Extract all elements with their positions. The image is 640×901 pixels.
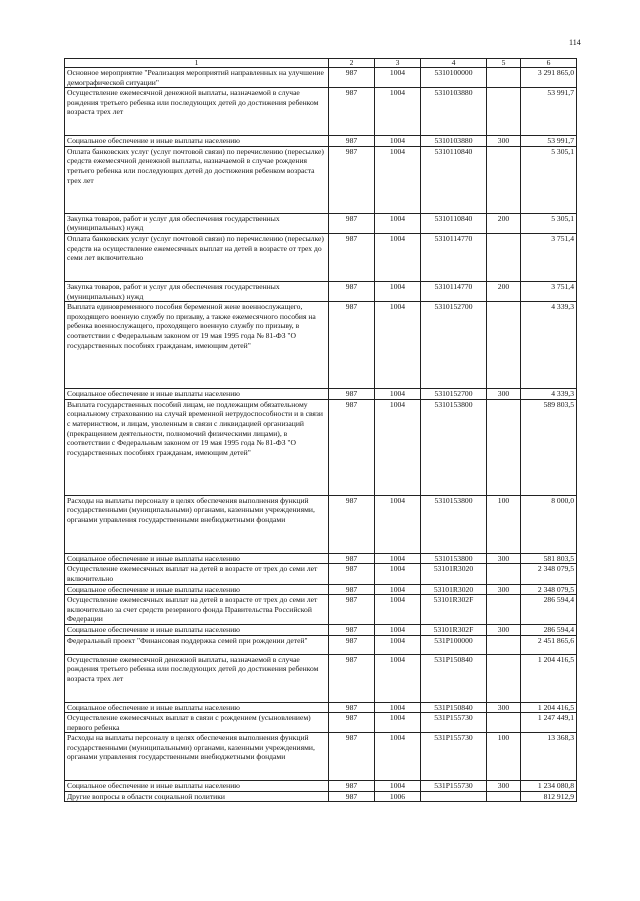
cell-sum: 2 348 079,5 bbox=[521, 584, 577, 595]
cell-grbs: 987 bbox=[329, 564, 375, 584]
cell-name: Выплата государственных пособий лицам, не подлежащим обязательному социальному страхованию на случай временной нетрудоспособности и в связи с материнством, и лицам, уволенным в связи с ликвидацией организаций (прекращением деятельности, полномочий физическими лицами), в соответствии с Федеральным законом от 19 мая 1995 года № 81-ФЗ "О государственных пособиях гражданам, имеющим детей" bbox=[65, 399, 329, 495]
cell-vr: 100 bbox=[487, 733, 521, 781]
cell-csr: 5310152700 bbox=[421, 302, 487, 389]
cell-grbs: 987 bbox=[329, 635, 375, 654]
cell-sum: 13 368,3 bbox=[521, 733, 577, 781]
cell-name: Выплата единовременного пособия беременной жене военнослужащего, проходящего военную службу по призыву, а также ежемесячного пособия на ребенка военнослужащего, проходящего военную службу по призыву, в соответствии с Федеральным законом от 19 мая 1995 года № 81-ФЗ "О государственных пособиях гражданам, имеющим детей" bbox=[65, 302, 329, 389]
cell-vr bbox=[487, 302, 521, 389]
cell-sum: 8 000,0 bbox=[521, 495, 577, 553]
cell-sum: 286 594,4 bbox=[521, 595, 577, 625]
cell-rz: 1004 bbox=[375, 702, 421, 713]
cell-grbs: 987 bbox=[329, 781, 375, 792]
cell-sum: 1 204 416,5 bbox=[521, 654, 577, 702]
cell-sum: 1 204 416,5 bbox=[521, 702, 577, 713]
cell-grbs: 987 bbox=[329, 281, 375, 301]
cell-sum: 1 247 449,1 bbox=[521, 713, 577, 733]
cell-rz: 1004 bbox=[375, 389, 421, 400]
cell-name: Федеральный проект "Финансовая поддержка семей при рождении детей" bbox=[65, 635, 329, 654]
cell-grbs: 987 bbox=[329, 553, 375, 564]
cell-rz: 1004 bbox=[375, 68, 421, 88]
cell-vr bbox=[487, 88, 521, 136]
cell-name: Социальное обеспечение и иные выплаты населению bbox=[65, 553, 329, 564]
cell-rz: 1004 bbox=[375, 713, 421, 733]
cell-grbs: 987 bbox=[329, 146, 375, 213]
cell-sum: 3 291 865,0 bbox=[521, 68, 577, 88]
table-row bbox=[65, 281, 577, 301]
cell-vr: 300 bbox=[487, 624, 521, 635]
cell-vr bbox=[487, 399, 521, 495]
cell-name: Осуществление ежемесячной денежной выплаты, назначаемой в случае рождения третьего ребенка или последующих детей до достижения ребенком возраста трех лет bbox=[65, 88, 329, 136]
cell-csr: 531P100000 bbox=[421, 635, 487, 654]
cell-vr: 300 bbox=[487, 781, 521, 792]
cell-csr: 5310152700 bbox=[421, 389, 487, 400]
table-row bbox=[65, 635, 577, 654]
table-row bbox=[65, 495, 577, 553]
cell-grbs: 987 bbox=[329, 68, 375, 88]
cell-rz: 1004 bbox=[375, 595, 421, 625]
cell-rz: 1004 bbox=[375, 88, 421, 136]
table-row bbox=[65, 213, 577, 233]
column-header: 4 bbox=[421, 59, 487, 68]
cell-rz: 1004 bbox=[375, 213, 421, 233]
cell-grbs: 987 bbox=[329, 713, 375, 733]
table-row bbox=[65, 389, 577, 400]
cell-rz: 1004 bbox=[375, 136, 421, 147]
cell-rz: 1004 bbox=[375, 302, 421, 389]
cell-sum: 589 803,5 bbox=[521, 399, 577, 495]
cell-vr bbox=[487, 68, 521, 88]
cell-csr: 5310110840 bbox=[421, 146, 487, 213]
cell-name: Оплата банковских услуг (услуг почтовой связи) по перечислению (пересылке) средств на осуществление ежемесячных выплат на детей в возрасте от трех до семи лет включительно bbox=[65, 233, 329, 281]
cell-csr: 531P150840 bbox=[421, 702, 487, 713]
cell-sum: 1 234 080,8 bbox=[521, 781, 577, 792]
budget-table bbox=[64, 58, 577, 802]
cell-csr: 53101R302F bbox=[421, 595, 487, 625]
table-row bbox=[65, 136, 577, 147]
cell-vr bbox=[487, 635, 521, 654]
cell-sum: 4 339,3 bbox=[521, 302, 577, 389]
table-row bbox=[65, 553, 577, 564]
cell-grbs: 987 bbox=[329, 624, 375, 635]
cell-sum: 2 451 865,6 bbox=[521, 635, 577, 654]
table-row bbox=[65, 302, 577, 389]
cell-csr bbox=[421, 791, 487, 802]
cell-rz: 1004 bbox=[375, 399, 421, 495]
cell-name: Социальное обеспечение и иные выплаты населению bbox=[65, 136, 329, 147]
cell-rz: 1004 bbox=[375, 495, 421, 553]
cell-grbs: 987 bbox=[329, 595, 375, 625]
cell-vr bbox=[487, 791, 521, 802]
cell-name: Расходы на выплаты персоналу в целях обеспечения выполнения функций государственными (муниципальными) органами, казенными учреждениями, органами управления государственными внебюджетными фондами bbox=[65, 733, 329, 781]
table-row bbox=[65, 564, 577, 584]
cell-name: Социальное обеспечение и иные выплаты населению bbox=[65, 624, 329, 635]
table-row bbox=[65, 399, 577, 495]
cell-rz: 1004 bbox=[375, 781, 421, 792]
cell-vr bbox=[487, 146, 521, 213]
cell-rz: 1004 bbox=[375, 733, 421, 781]
table-row bbox=[65, 233, 577, 281]
cell-vr bbox=[487, 595, 521, 625]
cell-vr: 300 bbox=[487, 389, 521, 400]
cell-name: Социальное обеспечение и иные выплаты населению bbox=[65, 781, 329, 792]
cell-csr: 5310114770 bbox=[421, 233, 487, 281]
cell-name: Другие вопросы в области социальной политики bbox=[65, 791, 329, 802]
cell-name: Осуществление ежемесячной денежной выплаты, назначаемой в случае рождения третьего ребенка или последующих детей до достижения ребенком возраста трех лет bbox=[65, 654, 329, 702]
cell-name: Осуществление ежемесячных выплат в связи с рождением (усыновлением) первого ребенка bbox=[65, 713, 329, 733]
cell-grbs: 987 bbox=[329, 702, 375, 713]
cell-vr: 100 bbox=[487, 495, 521, 553]
cell-grbs: 987 bbox=[329, 399, 375, 495]
table-row bbox=[65, 781, 577, 792]
cell-csr: 5310153800 bbox=[421, 553, 487, 564]
table-row bbox=[65, 88, 577, 136]
table-row bbox=[65, 654, 577, 702]
cell-rz: 1004 bbox=[375, 146, 421, 213]
cell-name: Социальное обеспечение и иные выплаты населению bbox=[65, 584, 329, 595]
cell-sum: 53 991,7 bbox=[521, 88, 577, 136]
cell-name: Основное мероприятие "Реализация мероприятий направленных на улучшение демографической ситуации" bbox=[65, 68, 329, 88]
cell-csr: 53101R302F bbox=[421, 624, 487, 635]
cell-name: Социальное обеспечение и иные выплаты населению bbox=[65, 389, 329, 400]
cell-rz: 1006 bbox=[375, 791, 421, 802]
table-row bbox=[65, 68, 577, 88]
cell-sum: 5 305,1 bbox=[521, 213, 577, 233]
cell-csr: 531P155730 bbox=[421, 733, 487, 781]
cell-sum: 2 348 079,5 bbox=[521, 564, 577, 584]
cell-csr: 53101R3020 bbox=[421, 584, 487, 595]
cell-vr bbox=[487, 233, 521, 281]
cell-csr: 5310153800 bbox=[421, 495, 487, 553]
cell-csr: 531P155730 bbox=[421, 781, 487, 792]
cell-grbs: 987 bbox=[329, 136, 375, 147]
cell-csr: 5310114770 bbox=[421, 281, 487, 301]
cell-grbs: 987 bbox=[329, 495, 375, 553]
cell-csr: 531P155730 bbox=[421, 713, 487, 733]
cell-vr: 300 bbox=[487, 553, 521, 564]
cell-name: Расходы на выплаты персоналу в целях обеспечения выполнения функций государственными (муниципальными) органами, казенными учреждениями, органами управления государственными внебюджетными фондами bbox=[65, 495, 329, 553]
cell-sum: 3 751,4 bbox=[521, 281, 577, 301]
table-row bbox=[65, 624, 577, 635]
cell-sum: 812 912,9 bbox=[521, 791, 577, 802]
table-row bbox=[65, 702, 577, 713]
column-header: 6 bbox=[521, 59, 577, 68]
column-header: 5 bbox=[487, 59, 521, 68]
cell-grbs: 987 bbox=[329, 733, 375, 781]
column-header: 2 bbox=[329, 59, 375, 68]
cell-rz: 1004 bbox=[375, 584, 421, 595]
column-header: 3 bbox=[375, 59, 421, 68]
column-number-row bbox=[65, 59, 577, 68]
cell-name: Закупка товаров, работ и услуг для обеспечения государственных (муниципальных) нужд bbox=[65, 213, 329, 233]
cell-csr: 53101R3020 bbox=[421, 564, 487, 584]
cell-sum: 581 803,5 bbox=[521, 553, 577, 564]
cell-sum: 3 751,4 bbox=[521, 233, 577, 281]
cell-csr: 5310103880 bbox=[421, 136, 487, 147]
table-row bbox=[65, 595, 577, 625]
cell-csr: 5310110840 bbox=[421, 213, 487, 233]
cell-vr bbox=[487, 713, 521, 733]
table-row bbox=[65, 713, 577, 733]
cell-sum: 286 594,4 bbox=[521, 624, 577, 635]
table-row bbox=[65, 146, 577, 213]
cell-csr: 5310153800 bbox=[421, 399, 487, 495]
cell-rz: 1004 bbox=[375, 281, 421, 301]
cell-name: Социальное обеспечение и иные выплаты населению bbox=[65, 702, 329, 713]
cell-vr bbox=[487, 564, 521, 584]
cell-rz: 1004 bbox=[375, 654, 421, 702]
cell-grbs: 987 bbox=[329, 233, 375, 281]
cell-vr bbox=[487, 654, 521, 702]
cell-sum: 5 305,1 bbox=[521, 146, 577, 213]
cell-csr: 531P150840 bbox=[421, 654, 487, 702]
cell-vr: 200 bbox=[487, 281, 521, 301]
cell-sum: 53 991,7 bbox=[521, 136, 577, 147]
table-row bbox=[65, 584, 577, 595]
cell-name: Закупка товаров, работ и услуг для обеспечения государственных (муниципальных) нужд bbox=[65, 281, 329, 301]
cell-name: Оплата банковских услуг (услуг почтовой связи) по перечислению (пересылке) средств ежемесячной денежной выплаты, назначаемой в случае рождения третьего ребенка или последующих детей до достижения ребенком возраста трех лет bbox=[65, 146, 329, 213]
cell-csr: 5310103880 bbox=[421, 88, 487, 136]
cell-sum: 4 339,3 bbox=[521, 389, 577, 400]
cell-vr: 300 bbox=[487, 136, 521, 147]
cell-name: Осуществление ежемесячных выплат на детей в возрасте от трех до семи лет включительно за счет средств резервного фонда Правительства Российской Федерации bbox=[65, 595, 329, 625]
page-number: 114 bbox=[569, 38, 581, 47]
cell-vr: 300 bbox=[487, 702, 521, 713]
cell-vr: 300 bbox=[487, 584, 521, 595]
cell-grbs: 987 bbox=[329, 389, 375, 400]
cell-grbs: 987 bbox=[329, 88, 375, 136]
cell-rz: 1004 bbox=[375, 635, 421, 654]
column-header: 1 bbox=[65, 59, 329, 68]
cell-grbs: 987 bbox=[329, 584, 375, 595]
cell-rz: 1004 bbox=[375, 564, 421, 584]
table-row bbox=[65, 791, 577, 802]
cell-rz: 1004 bbox=[375, 624, 421, 635]
cell-grbs: 987 bbox=[329, 302, 375, 389]
cell-grbs: 987 bbox=[329, 791, 375, 802]
cell-rz: 1004 bbox=[375, 553, 421, 564]
cell-rz: 1004 bbox=[375, 233, 421, 281]
table-row bbox=[65, 733, 577, 781]
cell-vr: 200 bbox=[487, 213, 521, 233]
cell-grbs: 987 bbox=[329, 654, 375, 702]
cell-name: Осуществление ежемесячных выплат на детей в возрасте от трех до семи лет включительно bbox=[65, 564, 329, 584]
cell-grbs: 987 bbox=[329, 213, 375, 233]
cell-csr: 5310100000 bbox=[421, 68, 487, 88]
